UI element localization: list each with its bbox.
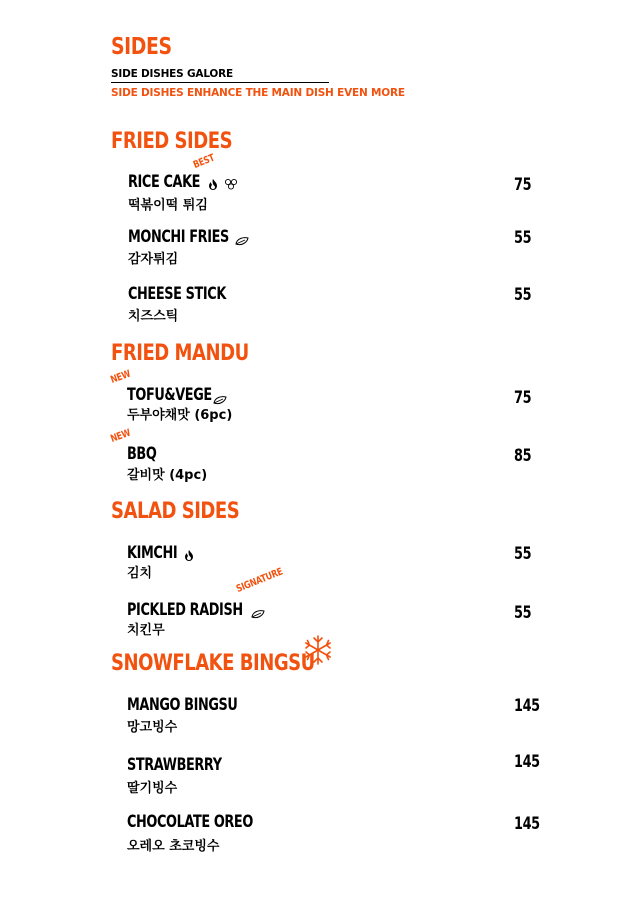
subtitle-underline — [111, 82, 329, 83]
menu-item-korean: 갈비맛 (4pc) — [127, 468, 208, 483]
menu-item-name: TOFU&VEGE — [127, 385, 212, 404]
menu-item-price: 55 — [514, 603, 532, 622]
section-heading-salad-sides: SALAD SIDES — [111, 499, 240, 524]
page-title: SIDES — [111, 34, 172, 60]
menu-item-name: PICKLED RADISH — [127, 600, 243, 619]
menu-item-price: 145 — [514, 752, 540, 771]
menu-item-name: CHOCOLATE OREO — [127, 812, 253, 831]
menu-item-name: MONCHI FRIES — [128, 227, 229, 246]
menu-item-korean: 망고빙수 — [127, 720, 178, 735]
menu-item-korean: 딸기빙수 — [127, 781, 178, 796]
menu-item-name: MANGO BINGSU — [127, 695, 238, 714]
menu-item-price: 75 — [514, 175, 532, 194]
section-heading-snowflake-bingsu: SNOWFLAKE BINGSU — [111, 651, 315, 676]
section-heading-fried-sides: FRIED SIDES — [111, 129, 233, 154]
menu-item-name: KIMCHI — [127, 543, 178, 562]
spicy-icon — [208, 175, 218, 194]
snowflake-icon — [302, 634, 334, 670]
spicy-icon — [184, 546, 194, 565]
menu-item-name: CHEESE STICK — [128, 284, 226, 303]
menu-item-name: STRAWBERRY — [127, 755, 222, 774]
section-heading-fried-mandu: FRIED MANDU — [111, 341, 249, 366]
menu-item-korean: 치킨무 — [127, 623, 165, 638]
menu-item-price: 55 — [514, 544, 532, 563]
vegan-leaf-icon — [234, 231, 250, 250]
vegan-leaf-icon — [250, 604, 266, 623]
menu-item-price: 75 — [514, 388, 532, 407]
vegetarian-flower-icon — [224, 175, 238, 194]
menu-item-korean: 떡볶이떡 튀김 — [128, 198, 208, 213]
menu-item-name: BBQ — [127, 444, 157, 463]
page-subtitle: SIDE DISHES GALORE — [111, 68, 234, 80]
menu-item-price: 55 — [514, 285, 532, 304]
page-tagline: SIDE DISHES ENHANCE THE MAIN DISH EVEN MORE — [111, 87, 405, 99]
new-badge: NEW — [109, 427, 133, 445]
new-badge: NEW — [109, 368, 133, 386]
best-badge: BEST — [191, 152, 217, 171]
menu-item-price: 145 — [514, 696, 540, 715]
menu-item-korean: 두부야채맛 (6pc) — [127, 408, 233, 423]
menu-item-price: 145 — [514, 814, 540, 833]
menu-item-korean: 치즈스틱 — [128, 309, 179, 324]
menu-item-korean: 감자튀김 — [128, 252, 179, 267]
menu-item-price: 85 — [514, 446, 532, 465]
menu-item-korean: 김치 — [127, 566, 153, 581]
menu-item-korean: 오레오 초코빙수 — [127, 839, 220, 854]
menu-item-price: 55 — [514, 228, 532, 247]
menu-item-name: RICE CAKE — [128, 172, 201, 191]
signature-badge: SIGNATURE — [234, 566, 285, 595]
